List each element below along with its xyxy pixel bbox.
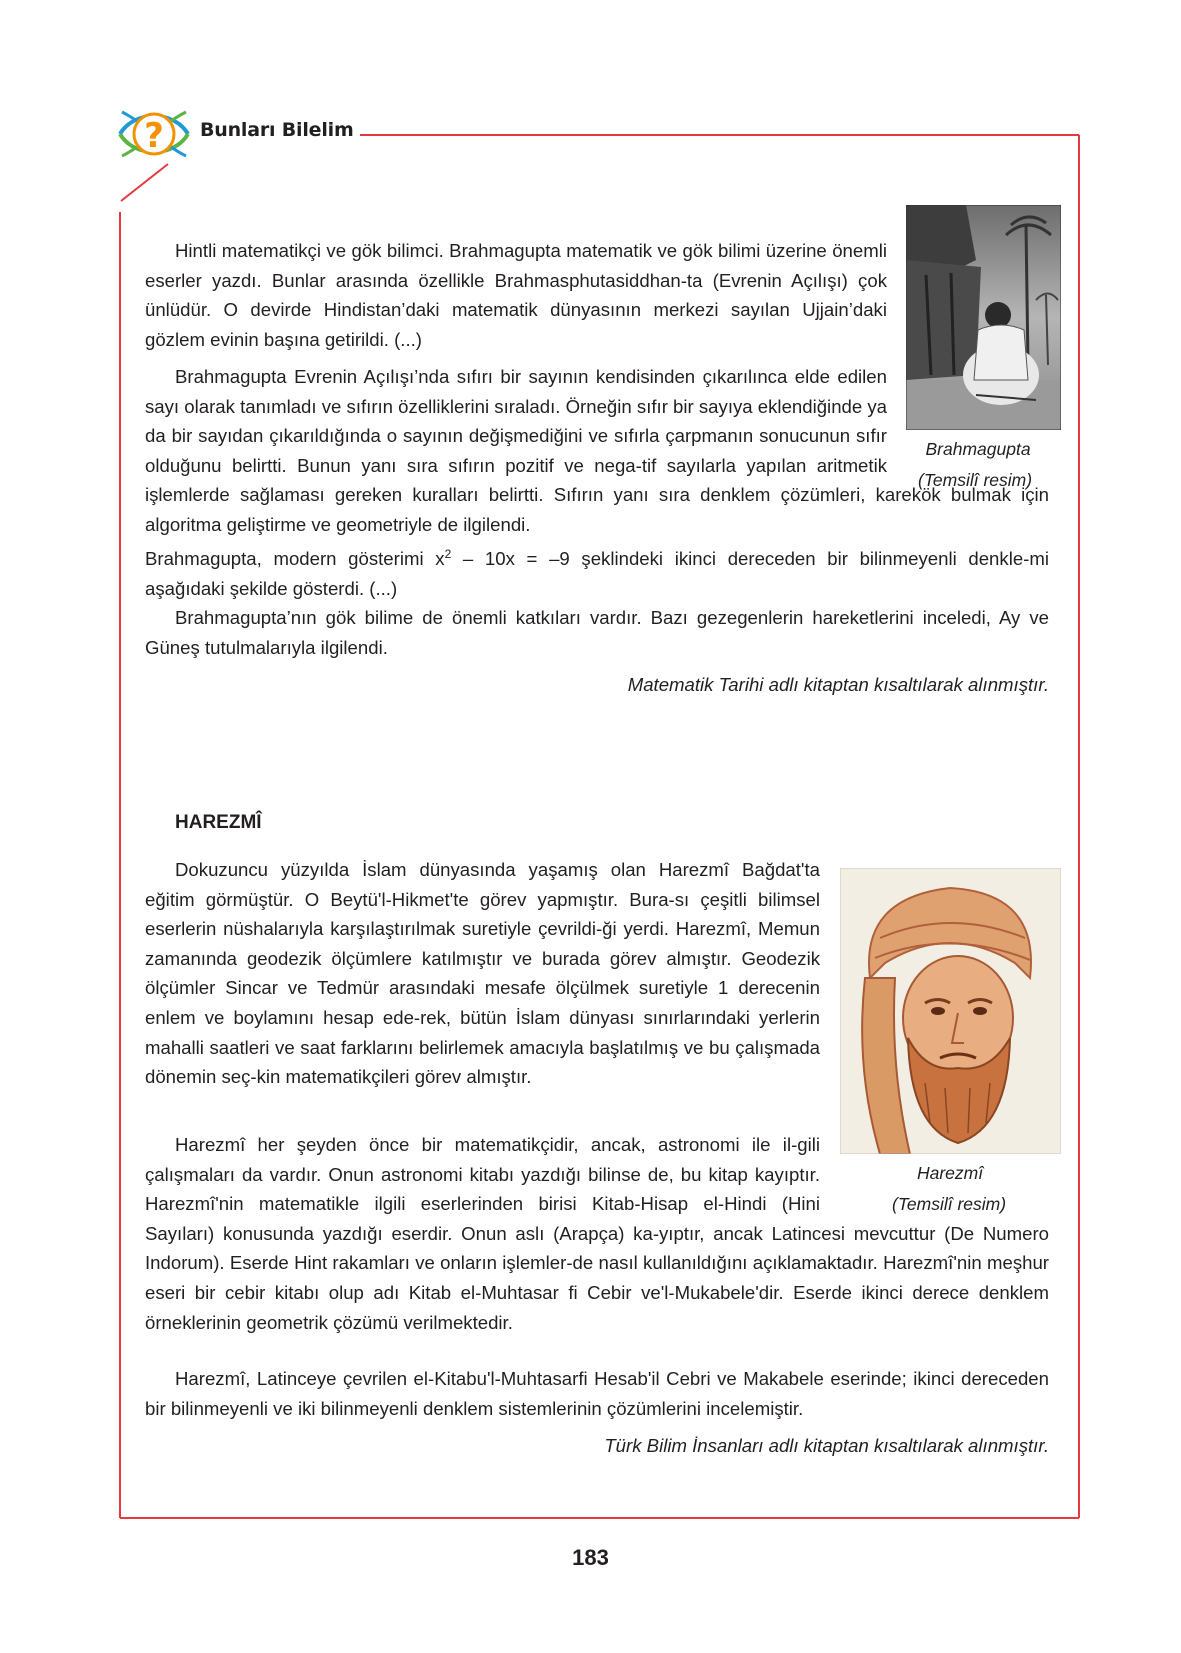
section-title: HAREZMÎ [175, 812, 262, 833]
paragraph [145, 540, 1049, 603]
svg-text:?: ? [144, 116, 164, 156]
text-line: Brahmagupta Evrenin Açılışı’nda sıfırı bir sayının kendisinden çıkarılınca elde edilen [175, 366, 887, 387]
harezmi-text-2 [145, 1130, 1049, 1337]
text-line: olduğunu belirtti. Bunun yanı sıra sıfırın pozitif ve nega-tif sayılarla yapılan aritmetik [145, 454, 887, 476]
brahmagupta-text [145, 236, 1049, 354]
text-line: çalışmaları da vardır. Onun astronomi kitabı yazdığı bilinse de, bu kitap kayıptır. [145, 1163, 820, 1185]
brahmagupta-text-2 [145, 362, 1049, 540]
caption-name: Brahmagupta [925, 439, 1031, 459]
paragraph: Hintli matematikçi ve gök bilimci. Brahmagupta matematik ve gök bilimi üzerine önemli eserler yazdı. Bunlar arasında özellikle Brahmasphutasiddhan-ta (Evrenin Açılışı) çok ünlüdür. O devirde Hindistan’daki matematik dünyasının merkezi sayılan Ujjain’daki gözlem evinin başına getirildi. (...) [145, 240, 887, 350]
page-number: 183 [572, 1545, 609, 1570]
text-line: algoritma geliştirme ve geometriyle de ilgilendi. [145, 513, 531, 535]
source-attribution: Türk Bilim İnsanları adlı kitaptan kısaltılarak alınmıştır. [604, 1435, 1049, 1456]
brahmagupta-text-3 [145, 603, 1049, 662]
harezmi-text-3 [145, 1364, 1049, 1423]
equation-text-before: Brahmagupta, modern gösterimi x [145, 548, 445, 570]
equation-text-after: – 10x = –9 şeklindeki ikinci dereceden bir bilinmeyenli denkle-mi aşağıdaki şekilde gösterdi. (...) [145, 548, 1049, 599]
equation-exponent: 2 [444, 547, 452, 561]
source-attribution: Matematik Tarihi adlı kitaptan kısaltılarak alınmıştır. [627, 674, 1049, 695]
text-line: Sayıları) konusunda yazdığı eserdir. Onun aslı (Arapça) ka-yıptır, ancak Latincesi mevcuttur (De Numero [145, 1222, 1049, 1244]
text-line: eseri bir cebir kitabı olup adı Kitab el-Muhtasar fi Cebir ve'l-Mukabele'dir. Eserde ikinci derece denklem [145, 1281, 1049, 1303]
text-line: Harezmî her şeyden önce bir matematikçidir, ancak, astronomi ile il-gili [175, 1134, 820, 1155]
text-line: işlemlerde sağlaması gereken kuralları belirtti. Sıfırın yanı sıra denklem çözümleri, karekök bulmak için [145, 484, 1049, 506]
caption-note: (Temsilî resim) [892, 1194, 1007, 1214]
caption-note: (Temsilî resim) [918, 470, 1033, 490]
caption-name: Harezmî [916, 1163, 984, 1183]
text-line: örneklerinin geometrik çözümü verilmektedir. [145, 1311, 513, 1333]
harezmi-text [145, 855, 1049, 1092]
paragraph [145, 1130, 1049, 1337]
paragraph [145, 362, 1049, 540]
paragraph: Harezmî, Latinceye çevrilen el-Kitabu'l-Muhtasarfi Hesab'il Cebri ve Makabele eserinde; ikinci dereceden bir bilinmeyenli ve iki bilinmeyenli denklem sistemlerinin çözümlerini incelemiştir. [145, 1368, 1049, 1419]
paragraph: Dokuzuncu yüzyılda İslam dünyasında yaşamış olan Harezmî Bağdat'ta eğitim görmüştür. O Beytü'l-Hikmet'te görev yapmıştır. Bura-sı çeşitli bilimsel eserlerin nüshalarıyla karşılaştırılmak suretiyle çevrildi-ği yerdi. Harezmî, Memun zamanında geodezik ölçümlere katılmıştır ve burada görev almıştır. Geodezik ölçümler Sincar ve Tedmür arasındaki mesafe ölçülmek suretiyle 1 derecenin enlem ve boylamını hesap ede-rek, bütün İslam dünyası sınırlarındaki yerlerin mahalli saatleri ve saat farklarını belirlemek amacıyla başlatılmış ve bu çalışmada dönemin seç-kin matematikçileri görev almıştır. [145, 859, 820, 1088]
text-line: da bir sayıdan çıkarıldığında o sayının değişmediğini ve sıfırla çarpmanın sonucunun sıfır [145, 425, 887, 447]
text-line: Indorum). Eserde Hint rakamları ve onların işlemler-de nasıl kullanıldığını açıklamaktadır. Harezmî'nin meşhur [145, 1252, 1049, 1274]
section-header-title: Bunları Bilelim [200, 119, 354, 141]
text-line: Harezmî'nin matematikle ilgili eserlerinden birisi Kitab-Hisap el-Hindi (Hini [145, 1193, 820, 1215]
equation-paragraph [145, 540, 1049, 603]
text-line: sayı olarak tanımladı ve sıfırın özelliklerini sıraladı. Örneğin sıfır bir sayıya eklendiğinde ya [145, 395, 887, 417]
question-mark-icon [116, 104, 192, 164]
paragraph: Brahmagupta’nın gök bilime de önemli katkıları vardır. Bazı gezegenlerin hareketlerini inceledi, Ay ve Güneş tutulmalarıyla ilgilendi. [145, 607, 1049, 658]
